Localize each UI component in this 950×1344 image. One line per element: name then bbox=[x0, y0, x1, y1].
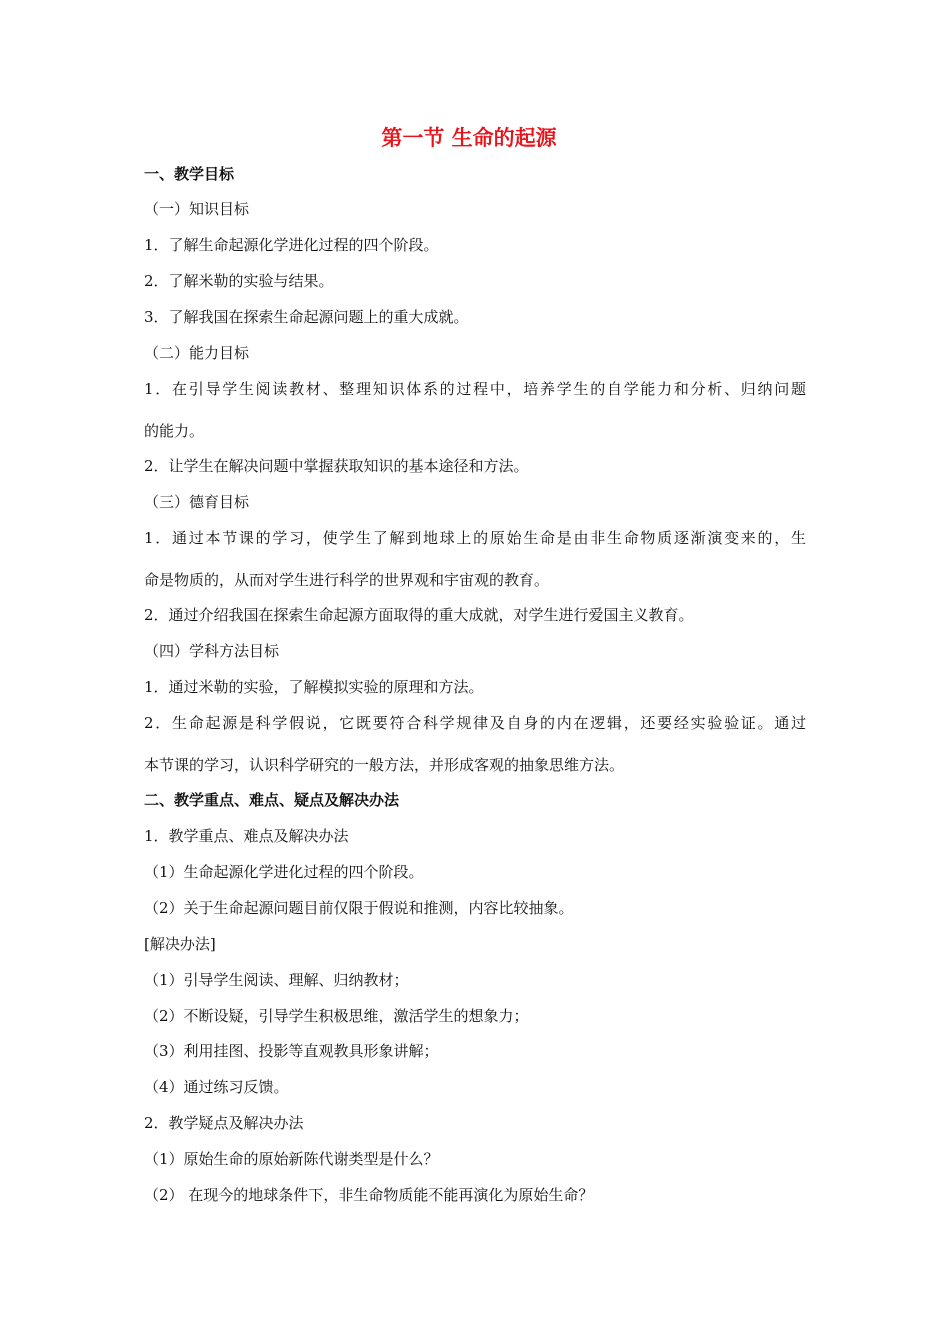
paragraph-line: （2） 在现今的地球条件下，非生命物质能不能再演化为原始生命？ bbox=[144, 1186, 594, 1204]
paragraph-line: 命是物质的，从而对学生进行科学的世界观和宇宙观的教育。 bbox=[144, 571, 550, 589]
paragraph-line: 2．通过介绍我国在探索生命起源方面取得的重大成就，对学生进行爱国主义教育。 bbox=[144, 606, 694, 624]
paragraph-line: （1）生命起源化学进化过程的四个阶段。 bbox=[144, 863, 424, 881]
paragraph-line: 1．通过米勒的实验，了解模拟实验的原理和方法。 bbox=[144, 678, 484, 696]
section-heading-teaching-goals: 一、教学目标 bbox=[144, 165, 235, 183]
subheading-knowledge-goals: （一）知识目标 bbox=[144, 200, 250, 218]
section-heading-key-points: 二、教学重点、难点、疑点及解决办法 bbox=[144, 791, 400, 809]
paragraph-line: 2．让学生在解决问题中掌握获取知识的基本途径和方法。 bbox=[144, 457, 529, 475]
paragraph-line: （2）关于生命起源问题目前仅限于假说和推测，内容比较抽象。 bbox=[144, 899, 574, 917]
paragraph-line: （2）不断设疑，引导学生积极思维，激活学生的想象力； bbox=[144, 1007, 529, 1025]
paragraph-line: 1．教学重点、难点及解决办法 bbox=[144, 827, 349, 845]
paragraph-line: 1．在引导学生阅读教材、整理知识体系的过程中，培养学生的自学能力和分析、归纳问题 bbox=[144, 380, 806, 398]
subheading-method-goals: （四）学科方法目标 bbox=[144, 642, 280, 660]
subheading-solutions: [解决办法] bbox=[144, 935, 216, 953]
paragraph-line: 本节课的学习，认识科学研究的一般方法，并形成客观的抽象思维方法。 bbox=[144, 756, 625, 774]
paragraph-line: 2．了解米勒的实验与结果。 bbox=[144, 272, 334, 290]
subheading-ability-goals: （二）能力目标 bbox=[144, 344, 250, 362]
paragraph-line: 2．生命起源是科学假说，它既要符合科学规律及自身的内在逻辑，还要经实验验证。通过 bbox=[144, 714, 806, 732]
paragraph-line: 3．了解我国在探索生命起源问题上的重大成就。 bbox=[144, 308, 469, 326]
paragraph-line: （4）通过练习反馈。 bbox=[144, 1078, 289, 1096]
paragraph-line: （1）引导学生阅读、理解、归纳教材； bbox=[144, 971, 409, 989]
subheading-moral-goals: （三）德育目标 bbox=[144, 493, 250, 511]
paragraph-line: 1．了解生命起源化学进化过程的四个阶段。 bbox=[144, 236, 439, 254]
page-title: 第一节 生命的起源 bbox=[381, 126, 557, 150]
paragraph-line: （1）原始生命的原始新陈代谢类型是什么？ bbox=[144, 1150, 439, 1168]
paragraph-line: 1．通过本节课的学习，使学生了解到地球上的原始生命是由非生命物质逐渐演变来的，生 bbox=[144, 529, 806, 547]
paragraph-line: 2．教学疑点及解决办法 bbox=[144, 1114, 304, 1132]
paragraph-line: 的能力。 bbox=[144, 422, 205, 440]
paragraph-line: （3）利用挂图、投影等直观教具形象讲解； bbox=[144, 1042, 439, 1060]
